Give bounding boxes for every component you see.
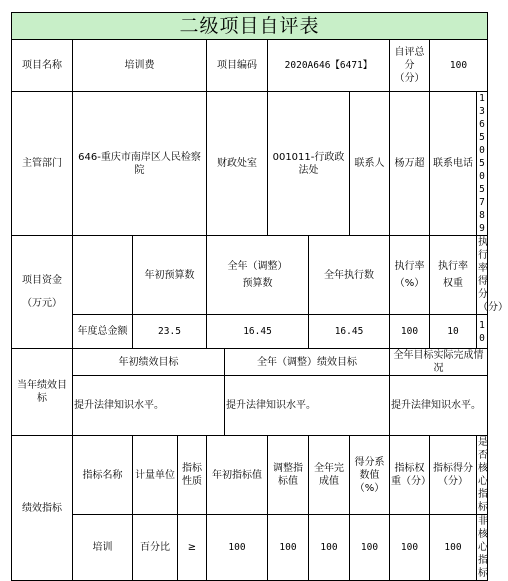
dept-label: 主管部门 [12, 92, 73, 236]
adjusted-goal-value: 提升法律知识水平。 [225, 376, 390, 436]
dept-value: 646-重庆市南岸区人民检察院 [73, 92, 207, 236]
col-weight-line1: 执行率 [438, 261, 468, 272]
total-initial-value: 23.5 [133, 315, 207, 349]
ind-header-completed: 全年完成值 [309, 436, 350, 515]
col-adjusted-line1: 全年（调整） [227, 261, 288, 272]
funds-label-line2: （万元） [22, 298, 62, 309]
project-name-value: 培训费 [73, 40, 207, 92]
col-initial-goal: 年初绩效目标 [73, 349, 225, 376]
ind-header-nature: 指标性质 [178, 436, 207, 515]
ind-row-coefficient: 100 [350, 515, 390, 581]
col-rate-score [477, 236, 508, 315]
col-rate-score-line2: （分） [478, 302, 508, 313]
col-exec-rate-line2: （%） [394, 278, 425, 289]
total-executed-value: 16.45 [309, 315, 390, 349]
col-initial-budget: 年初预算数 [133, 236, 207, 315]
finance-value: 001011-行政政法处 [268, 92, 350, 236]
initial-goal-value: 提升法律知识水平。 [73, 376, 225, 436]
actual-completion-value: 提升法律知识水平。 [390, 376, 488, 436]
ind-row-initial: 100 [207, 515, 268, 581]
phone-label: 联系电话 [430, 92, 477, 236]
self-score-label-text: 自评总分 [394, 47, 425, 71]
page-title: 二级项目自评表 [12, 13, 488, 40]
col-rate-score-line1: 执行率得分 [478, 237, 488, 300]
project-code-label: 项目编码 [207, 40, 268, 92]
project-code-value: 2020A646【6471】 [268, 40, 390, 92]
col-exec-rate-line1: 执行率 [394, 261, 425, 272]
ind-header-initial: 年初指标值 [207, 436, 268, 515]
col-exec-rate [390, 236, 430, 315]
total-score-value: 10 [477, 315, 488, 349]
self-score-value: 100 [430, 40, 488, 92]
col-adjusted-budget [207, 236, 309, 315]
ind-row-completed: 100 [309, 515, 350, 581]
ind-row-score: 100 [430, 515, 477, 581]
ind-header-name: 指标名称 [73, 436, 133, 515]
ind-header-adjusted: 调整指标值 [268, 436, 309, 515]
funds-blank-cell [73, 236, 133, 315]
contact-value: 杨万超 [390, 92, 430, 236]
funds-label [12, 236, 73, 349]
ind-header-core: 是否核心指标 [478, 437, 488, 513]
col-adjusted-goal: 全年（调整）绩效目标 [225, 349, 390, 376]
self-score-label [390, 40, 430, 92]
indicators-label: 绩效指标 [12, 436, 73, 581]
project-name-label: 项目名称 [12, 40, 73, 92]
ind-row-adjusted: 100 [268, 515, 309, 581]
total-adjusted-value: 16.45 [207, 315, 309, 349]
ind-row-nature: ≥ [178, 515, 207, 581]
evaluation-table [11, 12, 508, 581]
ind-row-weight: 100 [390, 515, 430, 581]
col-weight-line2: 权重 [443, 278, 463, 289]
col-weight [430, 236, 477, 315]
col-actual-completion: 全年目标实际完成情况 [390, 349, 488, 376]
ind-row-name: 培训 [73, 515, 133, 581]
ind-row-unit: 百分比 [133, 515, 178, 581]
total-rate-value: 100 [390, 315, 430, 349]
ind-header-score: 指标得分（分） [430, 436, 477, 515]
goals-label: 当年绩效目标 [12, 349, 73, 436]
col-adjusted-line2: 预算数 [242, 278, 273, 289]
phone-value: 13650505789 [477, 92, 488, 236]
contact-label: 联系人 [350, 92, 390, 236]
finance-label: 财政处室 [207, 92, 268, 236]
ind-header-unit: 计量单位 [133, 436, 178, 515]
ind-header-weight: 指标权重（分） [390, 436, 430, 515]
funds-label-line1: 项目资金 [22, 275, 62, 286]
total-amount-label: 年度总金额 [73, 315, 133, 349]
ind-row-core: 非核心指标 [478, 516, 488, 579]
self-score-unit: （分） [394, 73, 425, 84]
col-executed: 全年执行数 [309, 236, 390, 315]
total-weight-value: 10 [430, 315, 477, 349]
ind-header-coefficient: 得分系数值（%） [350, 436, 390, 515]
